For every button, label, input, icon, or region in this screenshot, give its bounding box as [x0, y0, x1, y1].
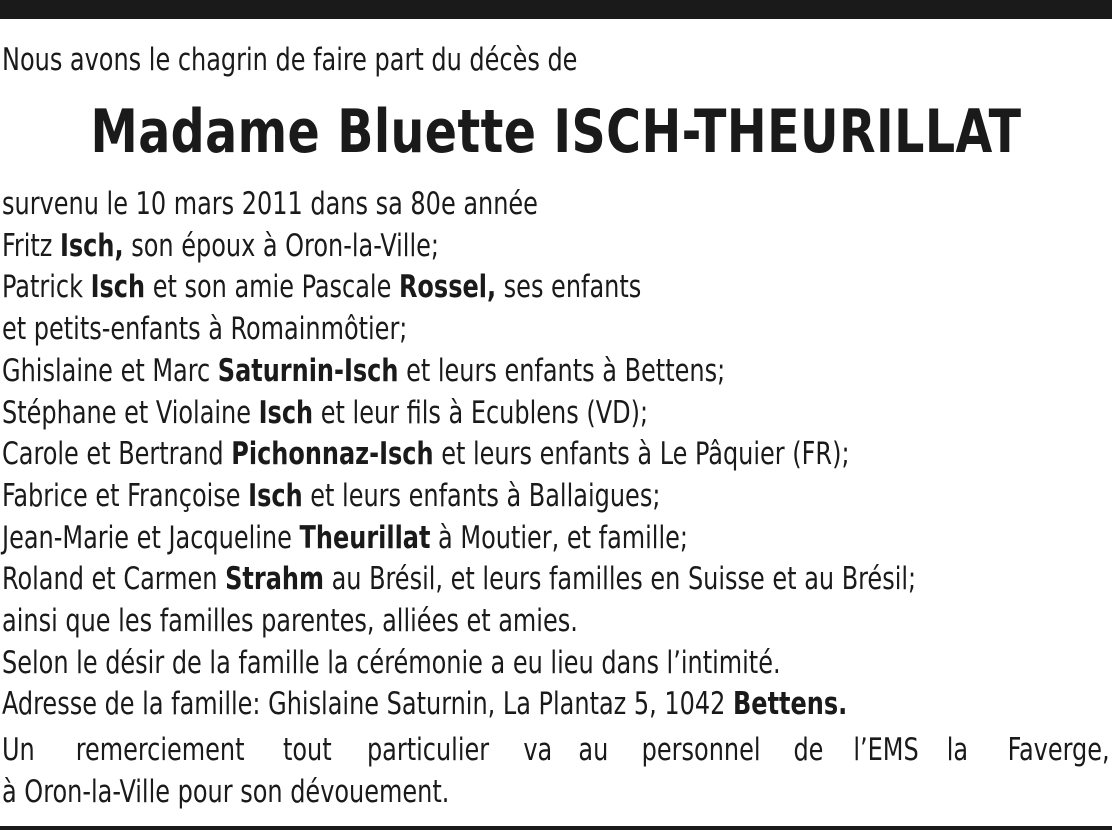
- thanks-word: remerciement: [75, 732, 245, 768]
- thanks-word: l’EMS: [852, 732, 919, 768]
- line-text: Fritz: [2, 227, 60, 264]
- line-text: Jean-Marie et Jacqueline: [2, 519, 300, 556]
- thanks-word: particulier: [367, 732, 490, 768]
- thanks-word: au: [578, 732, 608, 768]
- thanks-word: la: [946, 732, 969, 768]
- notice-line-l12: [2, 643, 781, 683]
- thanks-line: [2, 730, 1110, 770]
- line-text: au Brésil, et leurs familles en Suisse et au Brésil;: [323, 561, 917, 598]
- family-surname: Pichonnaz-Isch: [231, 436, 434, 473]
- family-surname: Strahm: [225, 561, 324, 598]
- notice-line-l3: [2, 267, 641, 307]
- thanks-word: Faverge,: [1007, 732, 1110, 768]
- thanks-word: va: [522, 732, 552, 768]
- line-text: Adresse de la famille: Ghislaine Saturnin, La Plantaz 5, 1042: [2, 686, 734, 723]
- deceased-name: Madame Bluette ISCH-THEURILLAT: [90, 97, 1022, 167]
- notice-line-l2: [2, 226, 439, 266]
- notice-line-l9: [2, 518, 688, 558]
- line-text: Patrick: [2, 269, 91, 306]
- family-surname: Theurillat: [299, 519, 431, 556]
- line-text: Selon le désir de la famille la cérémonie a eu lieu dans l’intimité.: [2, 644, 781, 681]
- top-border-bar: [0, 0, 1112, 19]
- family-surname: Isch: [248, 477, 303, 514]
- line-text: ses enfants: [496, 269, 642, 306]
- family-surname: Isch,: [59, 227, 124, 264]
- line-text: et leurs enfants à Bettens;: [398, 352, 726, 389]
- notice-line-l11: [2, 601, 578, 641]
- thanks-word: tout: [283, 732, 332, 768]
- family-surname: Rossel,: [398, 269, 497, 306]
- thanks-word: personnel: [641, 732, 761, 768]
- family-surname: Bettens.: [733, 686, 848, 723]
- family-surname: Saturnin-Isch: [217, 352, 399, 389]
- closing-line: à Oron-la-Ville pour son dévouement.: [2, 774, 450, 810]
- line-text: Roland et Carmen: [2, 561, 226, 598]
- notice-line-l13: [2, 684, 847, 724]
- line-text: Stéphane et Violaine: [2, 394, 259, 431]
- line-text: son époux à Oron-la-Ville;: [123, 227, 439, 264]
- line-text: Fabrice et Françoise: [2, 477, 249, 514]
- line-text: ainsi que les familles parentes, alliées et amies.: [2, 603, 578, 639]
- line-text: survenu le 10 mars 2011 dans sa 80e année: [2, 186, 538, 222]
- intro-text: Nous avons le chagrin de faire part du décès de: [2, 42, 578, 78]
- bottom-border-rule: [0, 826, 1112, 830]
- line-text: et leurs enfants à Ballaigues;: [302, 477, 661, 514]
- notice-line-l8: [2, 476, 660, 516]
- line-text: Ghislaine et Marc: [2, 352, 218, 389]
- line-text: Carole et Bertrand: [2, 436, 232, 473]
- line-text: et leurs enfants à Le Pâquier (FR);: [433, 436, 850, 473]
- deceased-name-heading: [2, 96, 1110, 168]
- thanks-word: de: [793, 732, 824, 768]
- family-surname: Isch: [90, 269, 146, 306]
- line-text: et petits-enfants à Romainmôtier;: [2, 311, 408, 348]
- family-surname: Isch: [258, 394, 314, 431]
- notice-line-l1: [2, 184, 538, 224]
- thanks-word: Un: [2, 732, 35, 768]
- line-text: et son amie Pascale: [145, 269, 399, 306]
- notice-line-l6: [2, 393, 648, 433]
- notice-line-l5: [2, 351, 725, 391]
- line-text: et leur fils à Ecublens (VD);: [313, 394, 649, 431]
- notice-line-l7: [2, 434, 850, 474]
- notice-line-l4: [2, 309, 407, 349]
- line-text: à Moutier, et famille;: [430, 519, 688, 556]
- notice-line-l10: [2, 559, 916, 599]
